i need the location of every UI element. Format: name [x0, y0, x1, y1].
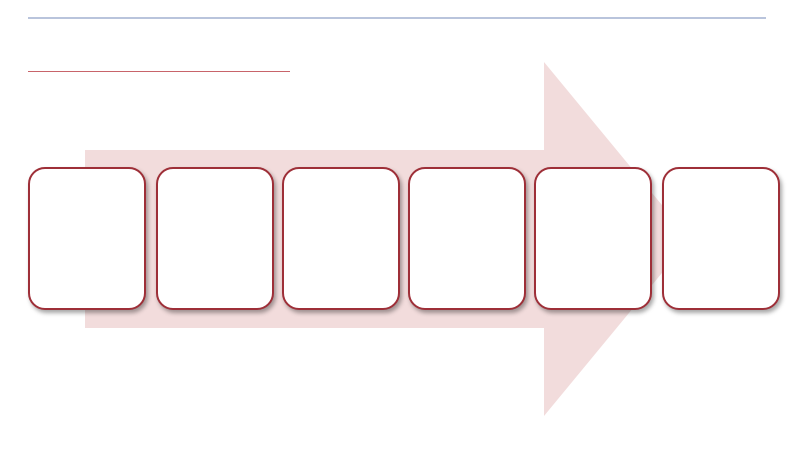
step-box-3 — [282, 167, 400, 310]
step-box-4 — [408, 167, 526, 310]
step-box-5 — [534, 167, 652, 310]
step-box-1 — [28, 167, 146, 310]
step-box-2 — [156, 167, 274, 310]
step-box-6 — [662, 167, 780, 310]
